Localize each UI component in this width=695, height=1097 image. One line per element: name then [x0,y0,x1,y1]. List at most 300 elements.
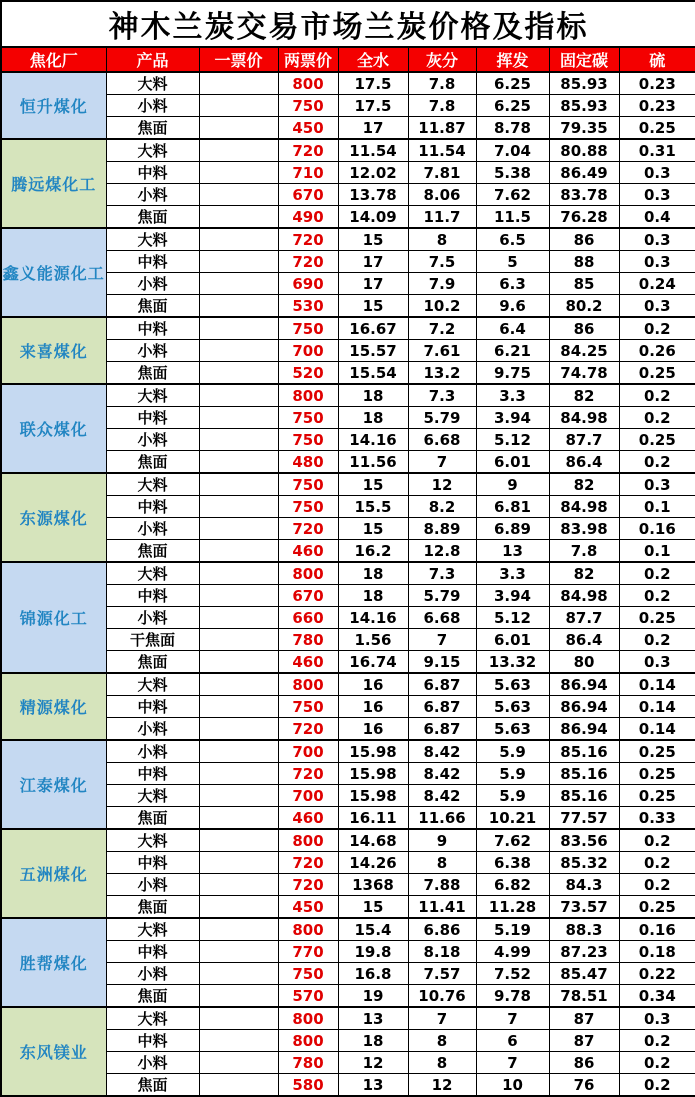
fixed-carbon-cell: 86.4 [549,451,619,474]
ash-cell: 6.87 [408,673,476,696]
sulfur-cell: 0.2 [619,629,695,651]
ash-cell: 7.3 [408,562,476,585]
sulfur-cell: 0.16 [619,518,695,540]
volatile-cell: 6.81 [476,496,549,518]
product-cell: 中料 [106,251,199,273]
product-cell: 干焦面 [106,629,199,651]
table-row [1,896,695,919]
fixed-carbon-cell: 87.7 [549,429,619,451]
one-ticket-price-cell [199,1030,278,1052]
volatile-cell: 9 [476,473,549,496]
fixed-carbon-cell: 80 [549,651,619,674]
table-head [1,1,695,72]
volatile-cell: 5.9 [476,740,549,763]
product-cell: 小料 [106,607,199,629]
two-ticket-price-cell: 720 [278,228,338,251]
moisture-cell: 1.56 [338,629,408,651]
product-cell: 小料 [106,429,199,451]
volatile-cell: 3.94 [476,585,549,607]
fixed-carbon-cell: 76 [549,1074,619,1097]
ash-cell: 12 [408,473,476,496]
table-row [1,407,695,429]
one-ticket-price-cell [199,518,278,540]
product-cell: 小料 [106,95,199,117]
sulfur-cell: 0.1 [619,496,695,518]
fixed-carbon-cell: 87 [549,1007,619,1030]
volatile-cell: 5.9 [476,785,549,807]
fixed-carbon-cell: 84.98 [549,407,619,429]
table-row [1,607,695,629]
one-ticket-price-cell [199,72,278,95]
two-ticket-price-cell: 720 [278,251,338,273]
moisture-cell: 16.67 [338,317,408,340]
factory-cell: 联众煤化 [1,384,106,473]
table-row [1,852,695,874]
volatile-cell: 6 [476,1030,549,1052]
product-cell: 焦面 [106,362,199,385]
table-row [1,718,695,741]
product-cell: 大料 [106,562,199,585]
fixed-carbon-cell: 76.28 [549,206,619,229]
column-header-3: 一票价 [199,47,278,72]
product-cell: 焦面 [106,651,199,674]
table-body [1,72,695,1096]
two-ticket-price-cell: 720 [278,718,338,741]
one-ticket-price-cell [199,451,278,474]
moisture-cell: 18 [338,562,408,585]
volatile-cell: 13.32 [476,651,549,674]
column-header-6: 灰分 [408,47,476,72]
ash-cell: 12.8 [408,540,476,563]
volatile-cell: 3.3 [476,384,549,407]
one-ticket-price-cell [199,696,278,718]
ash-cell: 11.54 [408,139,476,162]
one-ticket-price-cell [199,1052,278,1074]
sulfur-cell: 0.31 [619,139,695,162]
sulfur-cell: 0.3 [619,184,695,206]
ash-cell: 8.2 [408,496,476,518]
two-ticket-price-cell: 450 [278,896,338,919]
ash-cell: 6.68 [408,607,476,629]
moisture-cell: 1368 [338,874,408,896]
ash-cell: 7.9 [408,273,476,295]
two-ticket-price-cell: 750 [278,963,338,985]
fixed-carbon-cell: 86 [549,1052,619,1074]
fixed-carbon-cell: 85.32 [549,852,619,874]
moisture-cell: 15.98 [338,763,408,785]
factory-cell: 精源煤化 [1,673,106,740]
one-ticket-price-cell [199,407,278,429]
ash-cell: 6.86 [408,918,476,941]
one-ticket-price-cell [199,896,278,919]
moisture-cell: 13 [338,1074,408,1097]
two-ticket-price-cell: 700 [278,740,338,763]
two-ticket-price-cell: 460 [278,540,338,563]
product-cell: 大料 [106,918,199,941]
sulfur-cell: 0.26 [619,340,695,362]
sulfur-cell: 0.2 [619,585,695,607]
page-title: 神木兰炭交易市场兰炭价格及指标 [1,1,695,47]
volatile-cell: 5 [476,251,549,273]
sulfur-cell: 0.2 [619,1074,695,1097]
product-cell: 大料 [106,139,199,162]
fixed-carbon-cell: 86.49 [549,162,619,184]
table-row [1,807,695,830]
table-row [1,295,695,318]
factory-cell: 东风镁业 [1,1007,106,1096]
volatile-cell: 7.62 [476,829,549,852]
table-row [1,785,695,807]
factory-cell: 胜帮煤化 [1,918,106,1007]
product-cell: 中料 [106,1030,199,1052]
product-cell: 中料 [106,162,199,184]
product-cell: 中料 [106,763,199,785]
ash-cell: 5.79 [408,585,476,607]
ash-cell: 11.7 [408,206,476,229]
sulfur-cell: 0.14 [619,673,695,696]
sulfur-cell: 0.22 [619,963,695,985]
fixed-carbon-cell: 80.88 [549,139,619,162]
volatile-cell: 6.21 [476,340,549,362]
moisture-cell: 15.4 [338,918,408,941]
sulfur-cell: 0.23 [619,95,695,117]
moisture-cell: 11.54 [338,139,408,162]
table-row [1,139,695,162]
volatile-cell: 9.78 [476,985,549,1008]
sulfur-cell: 0.2 [619,1052,695,1074]
moisture-cell: 15 [338,228,408,251]
fixed-carbon-cell: 84.25 [549,340,619,362]
product-cell: 焦面 [106,451,199,474]
product-cell: 中料 [106,317,199,340]
fixed-carbon-cell: 80.2 [549,295,619,318]
sulfur-cell: 0.25 [619,785,695,807]
two-ticket-price-cell: 690 [278,273,338,295]
table-row [1,273,695,295]
moisture-cell: 17 [338,251,408,273]
two-ticket-price-cell: 800 [278,829,338,852]
volatile-cell: 7.04 [476,139,549,162]
volatile-cell: 9.6 [476,295,549,318]
sulfur-cell: 0.2 [619,407,695,429]
two-ticket-price-cell: 720 [278,518,338,540]
ash-cell: 9 [408,829,476,852]
two-ticket-price-cell: 670 [278,585,338,607]
volatile-cell: 7.52 [476,963,549,985]
sulfur-cell: 0.2 [619,384,695,407]
volatile-cell: 6.01 [476,629,549,651]
sulfur-cell: 0.3 [619,295,695,318]
volatile-cell: 7 [476,1052,549,1074]
sulfur-cell: 0.34 [619,985,695,1008]
factory-cell: 恒升煤化 [1,72,106,139]
one-ticket-price-cell [199,562,278,585]
table-row [1,72,695,95]
moisture-cell: 14.09 [338,206,408,229]
table-row [1,1074,695,1097]
volatile-cell: 5.63 [476,718,549,741]
moisture-cell: 16.8 [338,963,408,985]
ash-cell: 7.88 [408,874,476,896]
sulfur-cell: 0.3 [619,228,695,251]
sulfur-cell: 0.25 [619,429,695,451]
fixed-carbon-cell: 78.51 [549,985,619,1008]
fixed-carbon-cell: 86.94 [549,673,619,696]
table-row [1,985,695,1008]
table-row [1,251,695,273]
ash-cell: 8.42 [408,785,476,807]
two-ticket-price-cell: 800 [278,384,338,407]
product-cell: 焦面 [106,807,199,830]
ash-cell: 10.2 [408,295,476,318]
product-cell: 中料 [106,852,199,874]
moisture-cell: 14.68 [338,829,408,852]
moisture-cell: 16 [338,718,408,741]
product-cell: 大料 [106,384,199,407]
fixed-carbon-cell: 83.78 [549,184,619,206]
sulfur-cell: 0.14 [619,696,695,718]
two-ticket-price-cell: 750 [278,407,338,429]
ash-cell: 7 [408,1007,476,1030]
moisture-cell: 17.5 [338,72,408,95]
table-row [1,184,695,206]
one-ticket-price-cell [199,540,278,563]
product-cell: 大料 [106,1007,199,1030]
volatile-cell: 6.5 [476,228,549,251]
sulfur-cell: 0.16 [619,918,695,941]
one-ticket-price-cell [199,273,278,295]
product-cell: 中料 [106,496,199,518]
table-row [1,874,695,896]
column-header-5: 全水 [338,47,408,72]
one-ticket-price-cell [199,785,278,807]
moisture-cell: 17 [338,273,408,295]
one-ticket-price-cell [199,317,278,340]
product-cell: 小料 [106,518,199,540]
product-cell: 大料 [106,673,199,696]
product-cell: 中料 [106,585,199,607]
product-cell: 大料 [106,473,199,496]
ash-cell: 8 [408,1052,476,1074]
moisture-cell: 14.16 [338,429,408,451]
ash-cell: 7.57 [408,963,476,985]
fixed-carbon-cell: 83.98 [549,518,619,540]
ash-cell: 7.3 [408,384,476,407]
two-ticket-price-cell: 460 [278,651,338,674]
table-row [1,651,695,674]
factory-cell: 五洲煤化 [1,829,106,918]
one-ticket-price-cell [199,473,278,496]
column-header-1: 焦化厂 [1,47,106,72]
moisture-cell: 17 [338,117,408,140]
moisture-cell: 12.02 [338,162,408,184]
moisture-cell: 11.56 [338,451,408,474]
one-ticket-price-cell [199,95,278,117]
ash-cell: 9.15 [408,651,476,674]
two-ticket-price-cell: 490 [278,206,338,229]
table-row [1,384,695,407]
one-ticket-price-cell [199,985,278,1008]
moisture-cell: 16.74 [338,651,408,674]
one-ticket-price-cell [199,139,278,162]
two-ticket-price-cell: 750 [278,317,338,340]
ash-cell: 8 [408,228,476,251]
product-cell: 小料 [106,273,199,295]
sulfur-cell: 0.2 [619,1030,695,1052]
volatile-cell: 4.99 [476,941,549,963]
two-ticket-price-cell: 750 [278,473,338,496]
volatile-cell: 7 [476,1007,549,1030]
ash-cell: 8.89 [408,518,476,540]
fixed-carbon-cell: 86.4 [549,629,619,651]
ash-cell: 8 [408,852,476,874]
two-ticket-price-cell: 800 [278,918,338,941]
ash-cell: 8.06 [408,184,476,206]
fixed-carbon-cell: 86 [549,228,619,251]
two-ticket-price-cell: 460 [278,807,338,830]
ash-cell: 12 [408,1074,476,1097]
sulfur-cell: 0.2 [619,562,695,585]
volatile-cell: 10 [476,1074,549,1097]
table-row [1,317,695,340]
volatile-cell: 6.25 [476,95,549,117]
product-cell: 小料 [106,184,199,206]
one-ticket-price-cell [199,117,278,140]
column-header-row [1,47,695,72]
one-ticket-price-cell [199,651,278,674]
volatile-cell: 11.28 [476,896,549,919]
two-ticket-price-cell: 570 [278,985,338,1008]
table-row [1,1052,695,1074]
two-ticket-price-cell: 670 [278,184,338,206]
two-ticket-price-cell: 700 [278,340,338,362]
table-row [1,340,695,362]
sulfur-cell: 0.18 [619,941,695,963]
table-row [1,918,695,941]
product-cell: 焦面 [106,985,199,1008]
fixed-carbon-cell: 85.16 [549,785,619,807]
one-ticket-price-cell [199,1074,278,1097]
moisture-cell: 15 [338,896,408,919]
product-cell: 大料 [106,785,199,807]
sulfur-cell: 0.3 [619,651,695,674]
fixed-carbon-cell: 86.94 [549,696,619,718]
fixed-carbon-cell: 87 [549,1030,619,1052]
volatile-cell: 6.4 [476,317,549,340]
volatile-cell: 11.5 [476,206,549,229]
one-ticket-price-cell [199,585,278,607]
volatile-cell: 9.75 [476,362,549,385]
one-ticket-price-cell [199,429,278,451]
product-cell: 大料 [106,228,199,251]
product-cell: 大料 [106,829,199,852]
one-ticket-price-cell [199,740,278,763]
sulfur-cell: 0.25 [619,740,695,763]
volatile-cell: 6.82 [476,874,549,896]
product-cell: 中料 [106,941,199,963]
volatile-cell: 5.38 [476,162,549,184]
moisture-cell: 15.57 [338,340,408,362]
moisture-cell: 14.16 [338,607,408,629]
moisture-cell: 18 [338,585,408,607]
moisture-cell: 15.98 [338,785,408,807]
moisture-cell: 15.5 [338,496,408,518]
sulfur-cell: 0.1 [619,540,695,563]
ash-cell: 7 [408,451,476,474]
ash-cell: 7.8 [408,72,476,95]
sulfur-cell: 0.25 [619,896,695,919]
two-ticket-price-cell: 780 [278,1052,338,1074]
fixed-carbon-cell: 87.7 [549,607,619,629]
two-ticket-price-cell: 750 [278,496,338,518]
table-row [1,429,695,451]
product-cell: 中料 [106,696,199,718]
volatile-cell: 5.63 [476,673,549,696]
ash-cell: 6.68 [408,429,476,451]
fixed-carbon-cell: 85.47 [549,963,619,985]
ash-cell: 7.61 [408,340,476,362]
two-ticket-price-cell: 800 [278,673,338,696]
one-ticket-price-cell [199,807,278,830]
product-cell: 焦面 [106,1074,199,1097]
one-ticket-price-cell [199,852,278,874]
fixed-carbon-cell: 85 [549,273,619,295]
one-ticket-price-cell [199,206,278,229]
factory-cell: 腾远煤化工 [1,139,106,228]
fixed-carbon-cell: 88 [549,251,619,273]
table-row [1,206,695,229]
moisture-cell: 16 [338,696,408,718]
table-row [1,540,695,563]
volatile-cell: 7.62 [476,184,549,206]
sulfur-cell: 0.23 [619,72,695,95]
volatile-cell: 6.01 [476,451,549,474]
table-row [1,963,695,985]
two-ticket-price-cell: 530 [278,295,338,318]
two-ticket-price-cell: 780 [278,629,338,651]
fixed-carbon-cell: 86 [549,317,619,340]
sulfur-cell: 0.2 [619,829,695,852]
moisture-cell: 16.11 [338,807,408,830]
title-row [1,1,695,47]
product-cell: 焦面 [106,206,199,229]
one-ticket-price-cell [199,1007,278,1030]
two-ticket-price-cell: 720 [278,852,338,874]
table-row [1,117,695,140]
ash-cell: 8.42 [408,740,476,763]
ash-cell: 8.18 [408,941,476,963]
fixed-carbon-cell: 84.98 [549,585,619,607]
two-ticket-price-cell: 660 [278,607,338,629]
ash-cell: 7.5 [408,251,476,273]
moisture-cell: 16 [338,673,408,696]
factory-cell: 来喜煤化 [1,317,106,384]
table-row [1,162,695,184]
table-row [1,829,695,852]
fixed-carbon-cell: 7.8 [549,540,619,563]
volatile-cell: 6.25 [476,72,549,95]
one-ticket-price-cell [199,162,278,184]
ash-cell: 11.41 [408,896,476,919]
sulfur-cell: 0.24 [619,273,695,295]
one-ticket-price-cell [199,384,278,407]
fixed-carbon-cell: 82 [549,384,619,407]
moisture-cell: 15 [338,295,408,318]
table-row [1,941,695,963]
fixed-carbon-cell: 84.3 [549,874,619,896]
two-ticket-price-cell: 800 [278,1007,338,1030]
two-ticket-price-cell: 720 [278,874,338,896]
